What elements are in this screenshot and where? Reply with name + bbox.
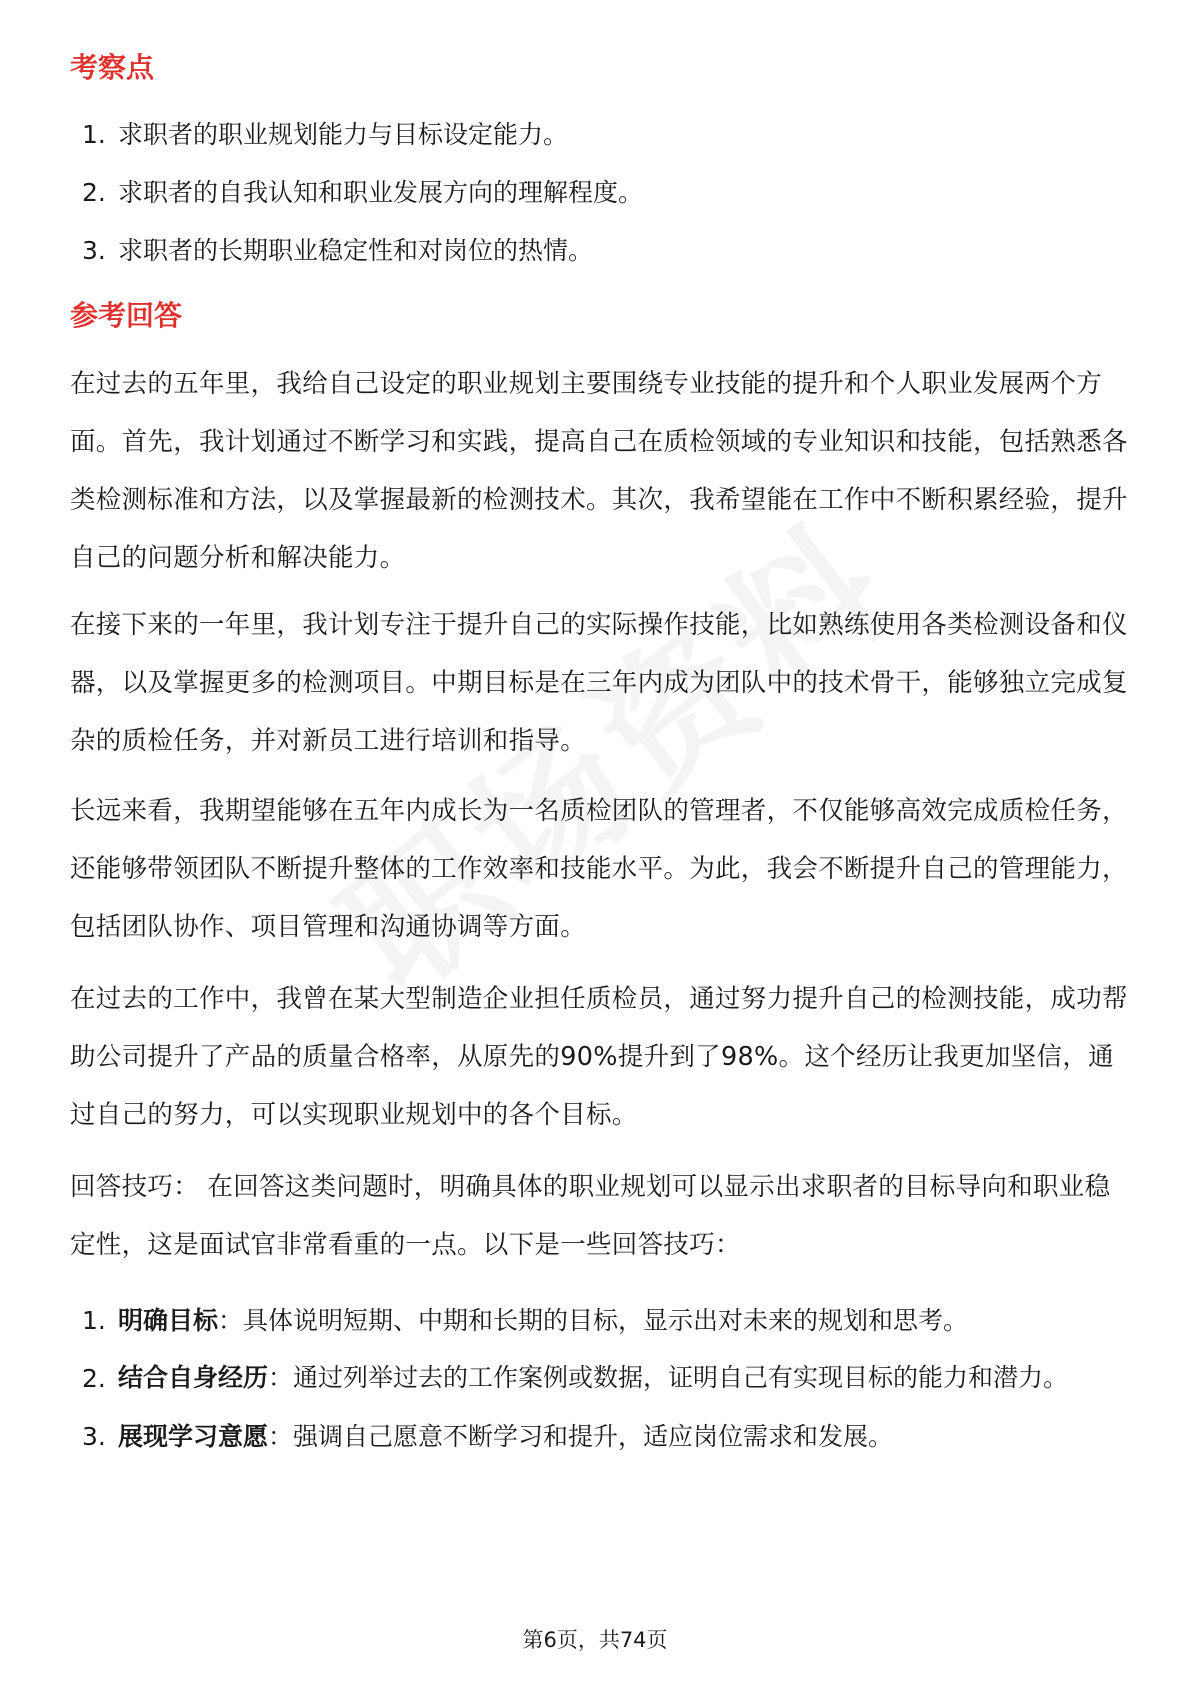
answer-tips-list bbox=[82, 1292, 1122, 1466]
list-item bbox=[82, 1408, 1122, 1466]
tip-heading: 展现学习意愿 bbox=[118, 1422, 269, 1451]
list-item-text: 求职者的职业规划能力与目标设定能力。 bbox=[118, 120, 569, 149]
tip-text: ：通过列举过去的工作案例或数据，证明自己有实现目标的能力和潜力。 bbox=[268, 1363, 1069, 1392]
answer-paragraph-2: 在接下来的一年里，我计划专注于提升自己的实际操作技能，比如熟练使用各类检测设备和仪器，以及掌握更多的检测项目。中期目标是在三年内成为团队中的技术骨干，能够独立完成复杂的质检任务，并对新员工进行培训和指导。 bbox=[70, 610, 1128, 756]
answer-paragraph-1: 在过去的五年里，我给自己设定的职业规划主要围绕专业技能的提升和个人职业发展两个方面。首先，我计划通过不断学习和实践，提高自己在质检领域的专业知识和技能，包括熟悉各类检测标准和方法，以及掌握最新的检测技术。其次，我希望能在工作中不断积累经验，提升自己的问题分析和解决能力。 bbox=[70, 369, 1128, 573]
tip-text: ：强调自己愿意不断学习和提升，适应岗位需求和发展。 bbox=[268, 1422, 894, 1451]
list-item-text: 求职者的长期职业稳定性和对岗位的热情。 bbox=[118, 236, 594, 265]
list-item bbox=[82, 164, 1122, 222]
list-item-number: 3. bbox=[82, 236, 106, 265]
tip-heading: 结合自身经历 bbox=[118, 1363, 269, 1392]
list-item-number: 1. bbox=[82, 120, 106, 149]
list-item bbox=[82, 106, 1122, 164]
list-item-text: 求职者的自我认知和职业发展方向的理解程度。 bbox=[118, 178, 644, 207]
list-item bbox=[82, 1292, 1122, 1350]
tip-heading: 明确目标 bbox=[118, 1306, 219, 1335]
page-number: 第6页，共74页 bbox=[522, 1628, 668, 1652]
answer-tips-intro: 回答技巧： 在回答这类问题时，明确具体的职业规划可以显示出求职者的目标导向和职业稳定性，这是面试官非常看重的一点。以下是一些回答技巧： bbox=[70, 1172, 1111, 1260]
list-item-number: 1. bbox=[82, 1306, 106, 1335]
tip-text: ：具体说明短期、中期和长期的目标，显示出对未来的规划和思考。 bbox=[218, 1306, 969, 1335]
list-item-number: 2. bbox=[82, 1364, 106, 1393]
list-item-number: 3. bbox=[82, 1422, 106, 1451]
answer-paragraph-3: 长远来看，我期望能够在五年内成长为一名质检团队的管理者，不仅能够高效完成质检任务，还能够带领团队不断提升整体的工作效率和技能水平。为此，我会不断提升自己的管理能力，包括团队协作、项目管理和沟通协调等方面。 bbox=[70, 796, 1128, 942]
list-item-number: 2. bbox=[82, 178, 106, 207]
inspection-points-list bbox=[82, 106, 1122, 280]
section-title-inspection-points: 考察点 bbox=[70, 51, 155, 84]
list-item bbox=[82, 222, 1122, 280]
answer-paragraph-4: 在过去的工作中，我曾在某大型制造企业担任质检员，通过努力提升自己的检测技能，成功帮助公司提升了产品的质量合格率，从原先的90%提升到了98%。这个经历让我更加坚信，通过自己的努力，可以实现职业规划中的各个目标。 bbox=[70, 984, 1128, 1130]
list-item bbox=[82, 1350, 1122, 1408]
section-title-reference-answer: 参考回答 bbox=[70, 299, 183, 332]
